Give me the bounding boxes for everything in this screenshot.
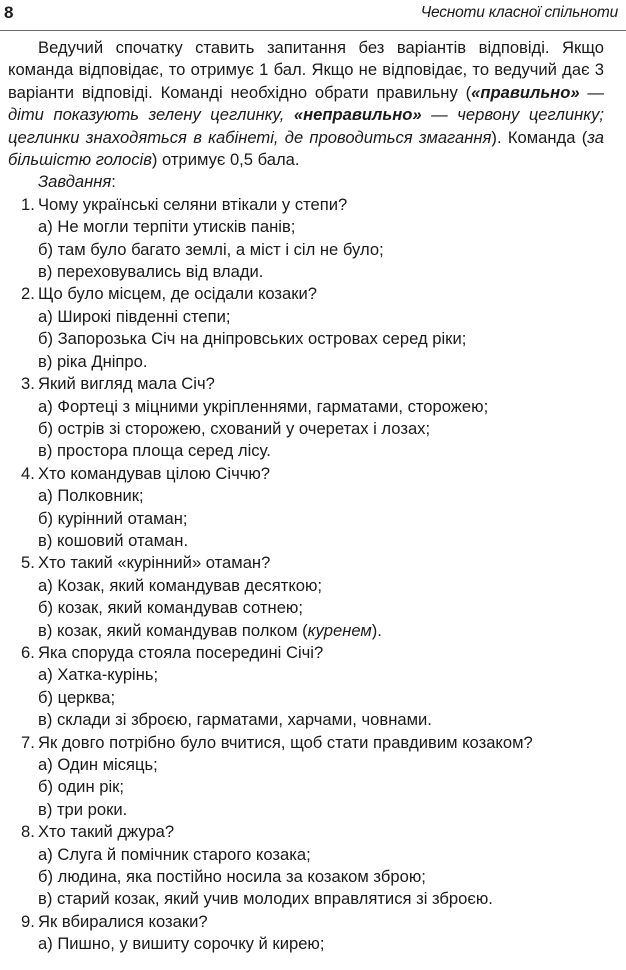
answer-option (8, 508, 604, 530)
answer-options (8, 306, 604, 373)
page-number: 8 (4, 3, 14, 22)
question-line (8, 373, 604, 395)
answer-option (8, 396, 604, 418)
question-text: Яка споруда стояла посередині Січі? (38, 642, 324, 662)
answer-option-text: а) Полковник; (38, 486, 144, 506)
answer-option (8, 866, 604, 888)
answer-option (8, 575, 604, 597)
question-number: 1. (21, 194, 35, 214)
intro-paragraph (8, 37, 604, 171)
question-item (8, 552, 604, 642)
answer-option (8, 328, 604, 350)
answer-options (8, 844, 604, 911)
answer-option-text: в) склади зі зброєю, гарматами, харчами, човнами. (38, 710, 432, 730)
question-item (8, 373, 604, 463)
question-text: Хто такий джура? (38, 822, 175, 842)
answer-option (8, 933, 604, 955)
question-text: Хто такий «курінний» отаман? (38, 553, 271, 573)
answer-option-text: б) острів зі сторожею, схований у очеретах і лозах; (38, 418, 431, 438)
answer-options (8, 396, 604, 463)
intro-quote-correct: «правильно» (471, 82, 580, 102)
question-number: 3. (21, 374, 35, 394)
question-number: 6. (21, 642, 35, 662)
answer-option (8, 799, 604, 821)
intro-text-4: ). Команда ( (491, 127, 588, 147)
tasks-heading (38, 171, 604, 193)
answer-option-text: в) ріка Дніпро. (38, 351, 148, 371)
question-item (8, 642, 604, 732)
page-header (0, 0, 626, 31)
question-text: Хто командував цілою Січчю? (38, 463, 271, 483)
question-line (8, 821, 604, 843)
intro-text-6: ) отримує 0,5 бала. (151, 150, 300, 170)
page-content (8, 37, 604, 956)
answer-option-text: б) людина, яка постійно носила за козаком зброю; (38, 867, 426, 887)
question-number: 4. (21, 463, 35, 483)
intro-text-1: Ведучий спочатку ставить запитання без варіантів відповіді. Якщо команда відповідає, то отримує 1 бал. Якщо не відповідає, то ведучий дає 3 варіанти відповіді. Команді необхідно обрати правильну ( (8, 38, 604, 102)
tasks-colon: : (111, 172, 116, 192)
answer-options (8, 754, 604, 821)
question-text: Що було місцем, де осідали козаки? (38, 284, 318, 304)
answer-option (8, 418, 604, 440)
question-line (8, 463, 604, 485)
question-line (8, 194, 604, 216)
answer-option-text: а) Слуга й помічник старого козака; (38, 844, 311, 864)
answer-option-text: а) Один місяць; (38, 755, 158, 774)
answer-option (8, 844, 604, 866)
question-number: 2. (21, 284, 35, 304)
intro-quote-incorrect: «неправильно» (293, 105, 422, 125)
answer-option-text: б) церква; (38, 687, 116, 707)
answer-option (8, 261, 604, 283)
answer-option (8, 620, 604, 642)
question-number: 5. (21, 553, 35, 573)
question-text: Як вбиралися козаки? (38, 911, 208, 931)
answer-option-end: ). (371, 620, 382, 640)
intro-text-3: — червону цеглинку; цеглинки знаходяться в кабінеті, де проводиться змагання (8, 105, 604, 147)
answer-option-text: а) Широкі південні степи; (38, 306, 231, 326)
answer-option (8, 306, 604, 328)
question-line (8, 642, 604, 664)
answer-option-text: б) один рік; (38, 777, 125, 797)
question-text: Чому українські селяни втікали у степи? (38, 194, 348, 214)
question-text: Який вигляд мала Січ? (38, 374, 215, 394)
answer-option (8, 440, 604, 462)
answer-option-text: а) Пишно, у вишиту сорочку й кирею; (38, 934, 325, 954)
question-item (8, 194, 604, 284)
answer-option-text: в) простора площа серед лісу. (38, 441, 271, 461)
answer-option (8, 239, 604, 261)
answer-options (8, 216, 604, 283)
question-item (8, 911, 604, 956)
answer-option-text: в) переховувались від влади. (38, 262, 264, 282)
answer-option (8, 530, 604, 552)
answer-option (8, 776, 604, 798)
answer-option (8, 597, 604, 619)
question-number: 9. (21, 911, 35, 931)
answer-option (8, 687, 604, 709)
answer-option (8, 485, 604, 507)
question-item (8, 283, 604, 373)
answer-option-text: в) кошовий отаман. (38, 530, 189, 550)
answer-option-text: б) курінний отаман; (38, 508, 188, 528)
answer-options (8, 664, 604, 731)
answer-option-text: а) Не могли терпіти утисків панів; (38, 217, 296, 237)
answer-option-text: в) козак, який командував полком ( (38, 620, 308, 640)
question-number: 8. (21, 822, 35, 842)
answer-option (8, 709, 604, 731)
question-line (8, 732, 604, 754)
question-item (8, 732, 604, 822)
answer-option-text: б) Запорозька Січ на дніпровських островах серед ріки; (38, 329, 467, 349)
question-line (8, 283, 604, 305)
answer-option-text: а) Козак, який командував десяткою; (38, 575, 323, 595)
answer-option (8, 888, 604, 910)
answer-option-text: в) три роки. (38, 799, 128, 819)
running-title: Чесноти класної спільноти (420, 4, 618, 21)
question-line (8, 552, 604, 574)
question-item (8, 821, 604, 911)
answer-option (8, 351, 604, 373)
answer-option-text: а) Хатка-курінь; (38, 665, 159, 685)
answer-option-text: б) там було багато землі, а міст і сіл не було; (38, 239, 384, 259)
question-text: Як довго потрібно було вчитися, щоб стати правдивим козаком? (38, 732, 533, 752)
answer-option-text: а) Фортеці з міцними укріпленнями, гарматами, сторожею; (38, 396, 489, 416)
answer-option-italic: куренем (307, 620, 372, 640)
answer-option (8, 754, 604, 776)
question-number: 7. (21, 732, 35, 752)
question-list (8, 194, 604, 956)
intro-majority: за більшістю голосів (8, 127, 604, 170)
answer-options (8, 933, 604, 955)
answer-option-text: б) козак, який командував сотнею; (38, 598, 303, 618)
intro-text-2: — діти показують зелену цеглинку, (8, 82, 604, 125)
answer-options (8, 485, 604, 552)
answer-option (8, 664, 604, 686)
answer-option-text: в) старий козак, який учив молодих вправлятися зі зброєю. (38, 889, 493, 909)
question-item (8, 463, 604, 553)
question-line (8, 911, 604, 933)
answer-option (8, 216, 604, 238)
answer-options (8, 575, 604, 642)
tasks-label: Завдання (38, 172, 112, 192)
